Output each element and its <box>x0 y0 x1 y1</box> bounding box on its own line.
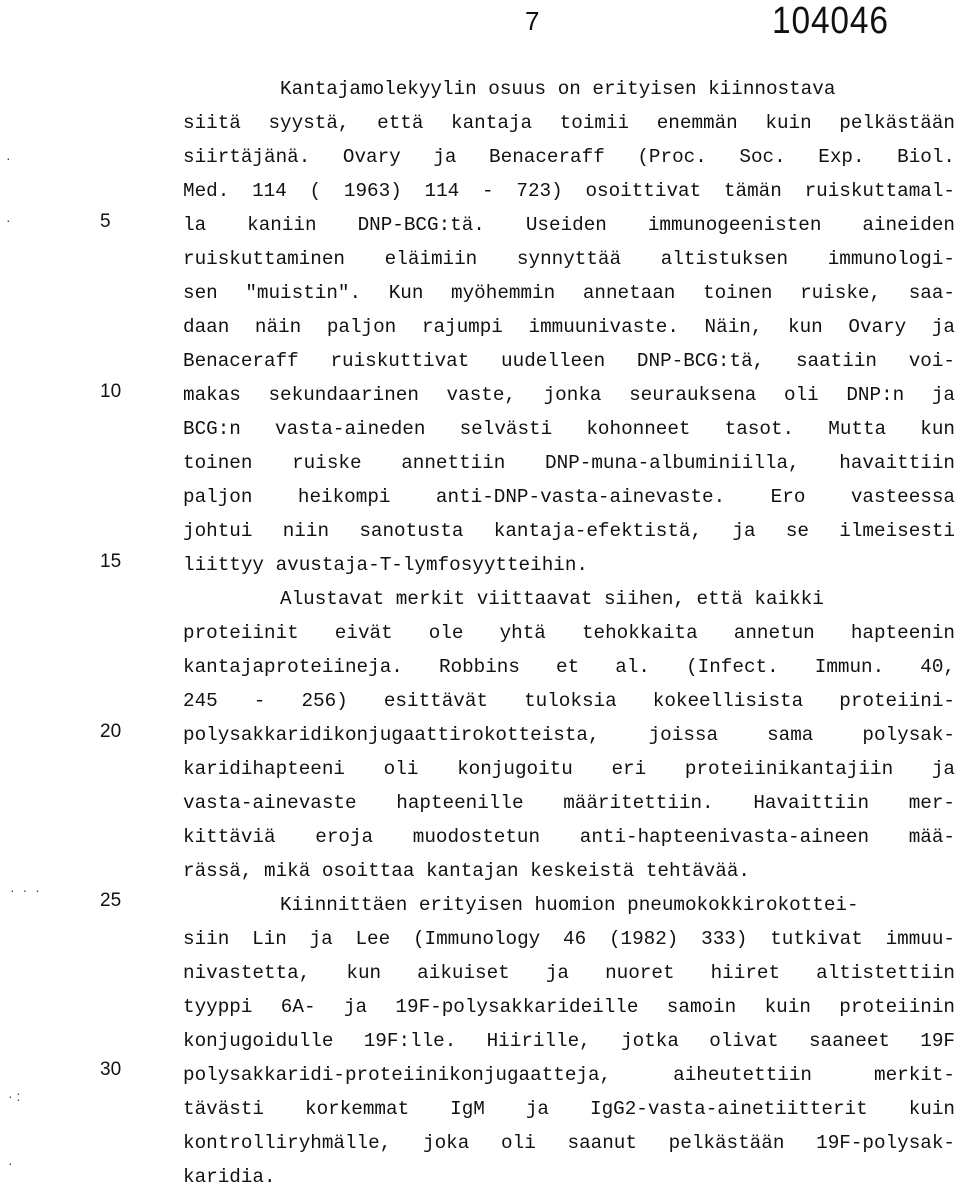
text-line: BCG:n vasta-aineden selvästi kohonneet tasot. Mutta kun <box>183 418 955 440</box>
text-line: kittäviä eroja muodostetun anti-hapteenivasta-aineen mää- <box>183 826 955 848</box>
text-line: konjugoidulle 19F:lle. Hiirille, jotka olivat saaneet 19F <box>183 1030 955 1052</box>
scan-speck: · <box>6 212 11 228</box>
line-number: 15 <box>100 551 122 572</box>
text-line: rässä, mikä osoittaa kantajan keskeistä tehtävää. <box>183 860 750 882</box>
scan-speck: · <box>8 1155 13 1171</box>
text-line: kontrolliryhmälle, joka oli saanut pelkästään 19F-polysak- <box>183 1132 955 1154</box>
line-number: 20 <box>100 721 122 742</box>
text-line: Benaceraff ruiskuttivat uudelleen DNP-BCG:tä, saatiin voi- <box>183 350 955 372</box>
text-line: la kaniin DNP-BCG:tä. Useiden immunogeenisten aineiden <box>183 214 955 236</box>
text-line: tävästi korkemmat IgM ja IgG2-vasta-ainetiitterit kuin <box>183 1098 955 1120</box>
scan-speck: · · · <box>10 882 42 898</box>
line-number: 30 <box>100 1059 122 1080</box>
line-number: 10 <box>100 381 122 402</box>
text-line: Kiinnittäen erityisen huomion pneumokokkirokottei- <box>280 894 859 916</box>
text-line: siitä syystä, että kantaja toimii enemmän kuin pelkästään <box>183 112 955 134</box>
text-line: makas sekundaarinen vaste, jonka seurauksena oli DNP:n ja <box>183 384 955 406</box>
text-line: 245 - 256) esittävät tuloksia kokeellisista proteiini- <box>183 690 955 712</box>
line-number: 25 <box>100 890 122 911</box>
text-line: ruiskuttaminen eläimiin synnyttää altistuksen immunologi- <box>183 248 955 270</box>
text-line: sen "muistin". Kun myöhemmin annetaan toinen ruiske, saa- <box>183 282 955 304</box>
text-line: kantajaproteiineja. Robbins et al. (Infect. Immun. 40, <box>183 656 955 678</box>
text-line: siirtäjänä. Ovary ja Benaceraff (Proc. Soc. Exp. Biol. <box>183 146 955 168</box>
text-line: karidihapteeni oli konjugoitu eri proteiinikantajiin ja <box>183 758 955 780</box>
text-line: Med. 114 ( 1963) 114 - 723) osoittivat tämän ruiskuttamal- <box>183 180 955 202</box>
text-line: Kantajamolekyylin osuus on erityisen kiinnostava <box>280 78 836 100</box>
scan-speck: · : <box>8 1088 21 1104</box>
body-text <box>183 72 955 1194</box>
text-line: daan näin paljon rajumpi immuunivaste. Näin, kun Ovary ja <box>183 316 955 338</box>
text-line: polysakkaridikonjugaattirokotteista, joissa sama polysak- <box>183 724 955 746</box>
line-number: 5 <box>100 211 111 232</box>
text-line: proteiinit eivät ole yhtä tehokkaita annetun hapteenin <box>183 622 955 644</box>
page-number: 7 <box>525 6 540 36</box>
text-line: tyyppi 6A- ja 19F-polysakkarideille samoin kuin proteiinin <box>183 996 955 1018</box>
text-line: karidia. <box>183 1166 276 1188</box>
text-line: vasta-ainevaste hapteenille määritettiin. Havaittiin mer- <box>183 792 955 814</box>
text-line: toinen ruiske annettiin DNP-muna-albuminiilla, havaittiin <box>183 452 955 474</box>
text-line: nivastetta, kun aikuiset ja nuoret hiiret altistettiin <box>183 962 955 984</box>
text-line: paljon heikompi anti-DNP-vasta-ainevaste. Ero vasteessa <box>183 486 955 508</box>
text-line: Alustavat merkit viittaavat siihen, että kaikki <box>280 588 824 610</box>
text-line: johtui niin sanotusta kantaja-efektistä, ja se ilmeisesti <box>183 520 955 542</box>
scan-speck: · <box>6 150 11 166</box>
text-line: liittyy avustaja-T-lymfosyytteihin. <box>183 554 588 576</box>
document-number: 104046 <box>772 0 889 42</box>
text-line: polysakkaridi-proteiinikonjugaatteja, aiheutettiin merkit- <box>183 1064 955 1086</box>
text-line: siin Lin ja Lee (Immunology 46 (1982) 333) tutkivat immuu- <box>183 928 955 950</box>
